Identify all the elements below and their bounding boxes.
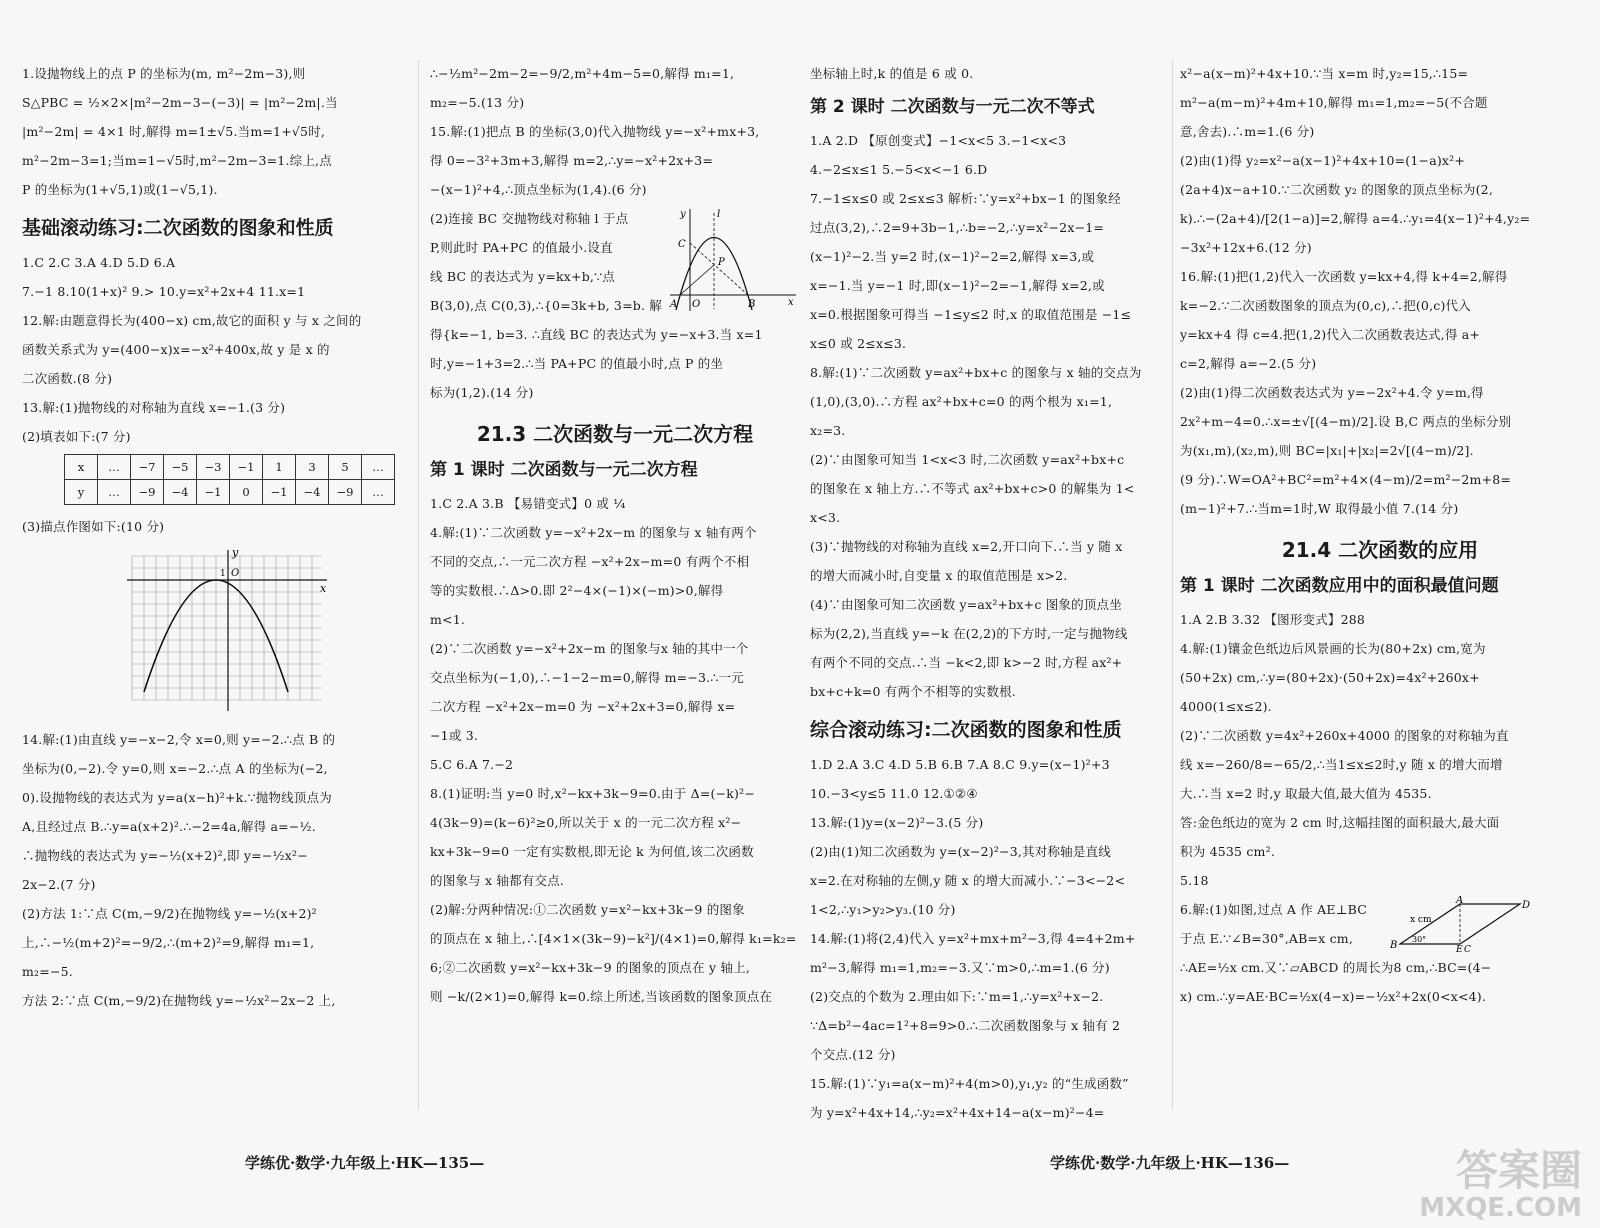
tick-label: 1 bbox=[220, 569, 226, 579]
label-b: B bbox=[1390, 940, 1398, 951]
table-cell: −3 bbox=[197, 455, 230, 480]
text-line: (2)∵二次函数 y=−x²+2x−m 的图象与x 轴的其中一个 bbox=[430, 641, 749, 656]
text-line: 7.−1 8.10(1+x)² 9.> 10.y=x²+2x+4 11.x=1 bbox=[22, 284, 306, 299]
label-a: A bbox=[670, 299, 678, 310]
text-line: 个交点.(12 分) bbox=[810, 1047, 896, 1062]
text-line: 等的实数根.∴Δ>0.即 2²−4×(−1)×(−m)>0,解得 bbox=[430, 583, 724, 598]
text-line: x²−a(x−m)²+4x+10.∵当 x=m 时,y₂=15,∴15= bbox=[1180, 66, 1469, 81]
footer-left: 学练优·数学·九年级上·HK—135— bbox=[245, 1154, 485, 1172]
text-line: (3)描点作图如下:(10 分) bbox=[22, 519, 165, 534]
text-line: 标为(2,2),当直线 y=−k 在(2,2)的下方时,一定与抛物线 bbox=[810, 626, 1128, 641]
text-line: 过点(3,2),∴2=9+3b−1,∴b=−2,∴y=x²−2x−1= bbox=[810, 220, 1105, 235]
grid bbox=[132, 556, 322, 700]
text-line: (2)∵由图象可知当 1<x<3 时,二次函数 y=ax²+bx+c bbox=[810, 452, 1125, 467]
parabola-graph bbox=[122, 546, 332, 716]
text-line: 6;②二次函数 y=x²−kx+3k−9 的图象的顶点在 y 轴上, bbox=[430, 960, 751, 975]
text-line: (1,0),(3,0).∴方程 ax²+bx+c=0 的两个根为 x₁=1, bbox=[810, 394, 1113, 409]
text-line: (2)解:分两种情况:①二次函数 y=x²−kx+3k−9 的图象 bbox=[430, 902, 745, 917]
text-line: 1.C 2.A 3.B 【易错变式】0 或 ¼ bbox=[430, 496, 626, 511]
text-line: 的顶点在 x 轴上,∴[4×1×(3k−9)−k²]/(4×1)=0,解得 k₁=k₂= bbox=[430, 931, 797, 946]
text-line: (9 分)∴W=OA²+BC²=m²+4×(4−m)/2=m²−2m+8= bbox=[1180, 472, 1512, 487]
label-d: D bbox=[1522, 900, 1530, 911]
text-line: 二次方程 −x²+2x−m=0 为 −x²+2x+3=0,解得 x= bbox=[430, 699, 736, 714]
text-line: m₂=−5. bbox=[22, 964, 73, 979]
label-y: y bbox=[680, 209, 686, 220]
text-line: 函数关系式为 y=(400−x)x=−x²+400x,故 y 是 x 的 bbox=[22, 342, 330, 357]
text-line: 7.−1≤x≤0 或 2≤x≤3 解析:∵y=x²+bx−1 的图象经 bbox=[810, 191, 1121, 206]
text-line: (2)交点的个数为 2.理由如下:∵m=1,∴y=x²+x−2. bbox=[810, 989, 1104, 1004]
table-cell: 1 bbox=[263, 455, 296, 480]
watermark-url: MXQE.COM bbox=[1419, 1193, 1582, 1223]
label-angle: 30° bbox=[1412, 935, 1427, 944]
text-line: ∴−½m²−2m−2=−9/2,m²+4m−5=0,解得 m₁=1, bbox=[430, 66, 735, 81]
text-line: 8.(1)证明:当 y=0 时,x²−kx+3k−9=0.由于 Δ=(−k)²− bbox=[430, 786, 755, 801]
text-line: 得{k=−1, b=3. ∴直线 BC 的表达式为 y=−x+3.当 x=1 bbox=[430, 327, 763, 342]
text-line: (2)∵二次函数 y=4x²+260x+4000 的图象的对称轴为直 bbox=[1180, 728, 1509, 743]
section-title: 基础滚动练习:二次函数的图象和性质 bbox=[22, 217, 334, 239]
text-line: ∵Δ=b²−4ac=1²+8=9>0.∴二次函数图象与 x 轴有 2 bbox=[810, 1018, 1121, 1033]
text-line: 4(3k−9)=(k−6)²≥0,所以关于 x 的一元二次方程 x²− bbox=[430, 815, 742, 830]
label-e: E bbox=[1456, 945, 1463, 952]
footer-right: 学练优·数学·九年级上·HK—136— bbox=[1050, 1154, 1290, 1172]
column-2 bbox=[430, 60, 800, 1012]
text-line: 2x−2.(7 分) bbox=[22, 877, 96, 892]
text-line: 标为(1,2).(14 分) bbox=[430, 385, 534, 400]
column-3 bbox=[810, 60, 1168, 1128]
text-line: 上,∴−½(m+2)²=−9/2,∴(m+2)²=9,解得 m₁=1, bbox=[22, 935, 315, 950]
text-line: P,则此时 PA+PC 的值最小.设直 bbox=[430, 240, 613, 255]
text-line: ∴AE=½x cm.又∵▱ABCD 的周长为8 cm,∴BC=(4− bbox=[1180, 960, 1492, 975]
text-line: S△PBC = ½×2×|m²−2m−3−(−3)| = |m²−2m|.当 bbox=[22, 95, 338, 110]
text-line: P 的坐标为(1+√5,1)或(1−√5,1). bbox=[22, 182, 218, 197]
table-cell: … bbox=[98, 455, 131, 480]
text-line: m²−2m−3=1;当m=1−√5时,m²−2m−3=1.综上,点 bbox=[22, 153, 332, 168]
text-line: 10.−3<y≤5 11.0 12.①②④ bbox=[810, 786, 978, 801]
table-cell: … bbox=[362, 455, 395, 480]
table-cell: y bbox=[65, 480, 98, 505]
text-line: 1.C 2.C 3.A 4.D 5.D 6.A bbox=[22, 255, 176, 270]
text-line: (m−1)²+7.∴当m=1时,W 取得最小值 7.(14 分) bbox=[1180, 501, 1459, 516]
parabola-figure bbox=[668, 205, 798, 315]
text-line: m²−a(m−m)²+4m+10,解得 m₁=1,m₂=−5(不合题 bbox=[1180, 95, 1488, 110]
text-line: 得 0=−3²+3m+3,解得 m=2,∴y=−x²+2x+3= bbox=[430, 153, 714, 168]
text-line: m₂=−5.(13 分) bbox=[430, 95, 525, 110]
watermark-logo bbox=[1419, 1148, 1582, 1222]
text-line: 不同的交点,∴一元二次方程 −x²+2x−m=0 有两个不相 bbox=[430, 554, 750, 569]
text-line: 6.解:(1)如图,过点 A 作 AE⊥BC bbox=[1180, 902, 1368, 917]
text-line: 坐标轴上时,k 的值是 6 或 0. bbox=[810, 66, 974, 81]
section-number-title: 21.3 二次函数与一元二次方程 bbox=[476, 422, 754, 446]
text-line: −1或 3. bbox=[430, 728, 479, 743]
text-line: 4000(1≤x≤2). bbox=[1180, 699, 1272, 714]
label-l: l bbox=[717, 209, 721, 220]
label-c: C bbox=[678, 239, 686, 250]
text-line: m<1. bbox=[430, 612, 466, 627]
text-line: (2)方法 1:∵点 C(m,−9/2)在抛物线 y=−½(x+2)² bbox=[22, 906, 317, 921]
table-cell: … bbox=[362, 480, 395, 505]
text-line: 的图象与 x 轴都有交点. bbox=[430, 873, 565, 888]
text-line: x=2.在对称轴的左侧,y 随 x 的增大而减小.∵−3<−2< bbox=[810, 873, 1126, 888]
text-line: y=kx+4 得 c=4.把(1,2)代入二次函数表达式,得 a+ bbox=[1180, 327, 1481, 342]
text-line: ∴抛物线的表达式为 y=−½(x+2)²,即 y=−½x²− bbox=[22, 848, 308, 863]
text-line: 为(x₁,m),(x₂,m),则 BC=|x₁|+|x₂|=2√[(4−m)/2]. bbox=[1180, 443, 1474, 458]
text-line: 为 y=x²+4x+14,∴y₂=x²+4x+14−a(x−m)²−4= bbox=[810, 1105, 1105, 1120]
text-line: (3)∵抛物线的对称轴为直线 x=2,开口向下.∴当 y 随 x bbox=[810, 539, 1123, 554]
text-line: kx+3k−9=0 一定有实数根,即无论 k 为何值,该二次函数 bbox=[430, 844, 754, 859]
text-line: (2)填表如下:(7 分) bbox=[22, 429, 131, 444]
section-title: 综合滚动练习:二次函数的图象和性质 bbox=[810, 719, 1122, 741]
text-line: x=0.根据图象可得当 −1≤y≤2 时,x 的取值范围是 −1≤ bbox=[810, 307, 1132, 322]
text-line: 1.设抛物线上的点 P 的坐标为(m, m²−2m−3),则 bbox=[22, 66, 306, 81]
text-line: 2x²+m−4=0.∴x=±√[(4−m)/2].设 B,C 两点的坐标分别 bbox=[1180, 414, 1512, 429]
text-line: (2)连接 BC 交抛物线对称轴 l 于点 bbox=[430, 211, 629, 226]
text-line: x=−1.当 y=−1 时,即(x−1)²−2=−1,解得 x=2,或 bbox=[810, 278, 1105, 293]
text-line: (2)由(1)知二次函数为 y=(x−2)²−3,其对称轴是直线 bbox=[810, 844, 1111, 859]
text-line: 则 −k/(2×1)=0,解得 k=0.综上所述,当该函数的图象顶点在 bbox=[430, 989, 773, 1004]
text-line: 1.D 2.A 3.C 4.D 5.B 6.B 7.A 8.C 9.y=(x−1)²+3 bbox=[810, 757, 1110, 772]
text-line: (x−1)²−2.当 y=2 时,(x−1)²−2=2,解得 x=3,或 bbox=[810, 249, 1095, 264]
q6-block bbox=[1180, 896, 1580, 952]
text-line: −(x−1)²+4,∴顶点坐标为(1,4).(6 分) bbox=[430, 182, 647, 197]
text-line: 有两个不同的交点.∴当 −k<2,即 k>−2 时,方程 ax²+ bbox=[810, 655, 1123, 670]
text-line: 4.解:(1)∵二次函数 y=−x²+2x−m 的图象与 x 轴有两个 bbox=[430, 525, 757, 540]
text-line: 于点 E.∵∠B=30°,AB=x cm, bbox=[1180, 931, 1354, 946]
text-line: 13.解:(1)抛物线的对称轴为直线 x=−1.(3 分) bbox=[22, 400, 286, 415]
x-axis-label: x bbox=[320, 582, 327, 595]
text-line: m²−3,解得 m₁=1,m₂=−3.又∵m>0,∴m=1.(6 分) bbox=[810, 960, 1110, 975]
label-x: x bbox=[788, 297, 794, 308]
text-line: x) cm.∴y=AE·BC=½x(4−x)=−½x²+2x(0<x<4). bbox=[1180, 989, 1487, 1004]
text-line: 答:金色纸边的宽为 2 cm 时,这幅挂图的面积最大,最大面 bbox=[1180, 815, 1500, 830]
text-line: 意,舍去).∴m=1.(6 分) bbox=[1180, 124, 1315, 139]
text-line: 交点坐标为(−1,0),∴−1−2−m=0,解得 m=−3.∴一元 bbox=[430, 670, 744, 685]
table-cell: −9 bbox=[131, 480, 164, 505]
q15-block bbox=[430, 205, 800, 319]
section-number-title: 21.4 二次函数的应用 bbox=[1281, 538, 1479, 562]
text-line: 二次函数.(8 分) bbox=[22, 371, 113, 386]
column-divider-1 bbox=[418, 60, 419, 1110]
text-line: k=−2.∵二次函数图象的顶点为(0,c),∴把(0,c)代入 bbox=[1180, 298, 1471, 313]
label-p: P bbox=[718, 257, 725, 268]
text-line: bx+c+k=0 有两个不相等的实数根. bbox=[810, 684, 1016, 699]
text-line: 大.∴当 x=2 时,y 取最大值,最大值为 4535. bbox=[1180, 786, 1432, 801]
text-line: 0).设抛物线的表达式为 y=a(x−h)²+k.∵抛物线顶点为 bbox=[22, 790, 332, 805]
watermark-text: 答案圈 bbox=[1455, 1146, 1582, 1195]
text-line: 线 BC 的表达式为 y=kx+b,∵点 bbox=[430, 269, 615, 284]
text-line: 14.解:(1)将(2,4)代入 y=x²+mx+m²−3,得 4=4+2m+ bbox=[810, 931, 1136, 946]
text-line: B(3,0),点 C(0,3),∴{0=3k+b, 3=b. 解 bbox=[430, 298, 662, 313]
table-row-y bbox=[65, 480, 395, 505]
text-line: x₂=3. bbox=[810, 423, 846, 438]
table-cell: −4 bbox=[296, 480, 329, 505]
table-cell: x bbox=[65, 455, 98, 480]
text-line: 时,y=−1+3=2.∴当 PA+PC 的值最小时,点 P 的坐 bbox=[430, 356, 724, 371]
value-table bbox=[64, 454, 395, 505]
table-cell: −5 bbox=[164, 455, 197, 480]
text-line: 的增大而减小时,自变量 x 的取值范围是 x>2. bbox=[810, 568, 1068, 583]
label-a: A bbox=[1456, 896, 1464, 906]
text-line: (2)由(1)得 y₂=x²−a(x−1)²+4x+10=(1−a)x²+ bbox=[1180, 153, 1466, 168]
text-line: 5.C 6.A 7.−2 bbox=[430, 757, 514, 772]
label-o: O bbox=[692, 299, 701, 310]
text-line: 1.A 2.B 3.32 【图形变式】288 bbox=[1180, 612, 1366, 627]
lesson-title: 第 1 课时 二次函数应用中的面积最值问题 bbox=[1180, 576, 1499, 596]
text-line: 1.A 2.D 【原创变式】−1<x<5 3.−1<x<3 bbox=[810, 133, 1067, 148]
column-1 bbox=[22, 60, 407, 1016]
label-b: B bbox=[748, 299, 756, 310]
text-line: 14.解:(1)由直线 y=−x−2,令 x=0,则 y=−2.∴点 B 的 bbox=[22, 732, 336, 747]
column-divider-3 bbox=[1172, 60, 1173, 1110]
table-cell: −1 bbox=[197, 480, 230, 505]
origin-label: O bbox=[231, 568, 240, 579]
label-length: x cm bbox=[1410, 915, 1432, 925]
text-line: 坐标为(0,−2).令 y=0,则 x=−2.∴点 A 的坐标为(−2, bbox=[22, 761, 328, 776]
table-cell: 3 bbox=[296, 455, 329, 480]
table-cell: 5 bbox=[329, 455, 362, 480]
label-c: C bbox=[1464, 945, 1471, 952]
table-row-x bbox=[65, 455, 395, 480]
text-line: 12.解:由题意得长为(400−x) cm,故它的面积 y 与 x 之间的 bbox=[22, 313, 362, 328]
text-line: c=2,解得 a=−2.(5 分) bbox=[1180, 356, 1317, 371]
text-line: 13.解:(1)y=(x−2)²−3.(5 分) bbox=[810, 815, 984, 830]
table-cell: −4 bbox=[164, 480, 197, 505]
table-cell: −1 bbox=[230, 455, 263, 480]
text-line: 16.解:(1)把(1,2)代入一次函数 y=kx+4,得 k+4=2,解得 bbox=[1180, 269, 1508, 284]
text-line: (50+2x) cm,∴y=(80+2x)·(50+2x)=4x²+260x+ bbox=[1180, 670, 1480, 685]
table-cell: −9 bbox=[329, 480, 362, 505]
text-line: x≤0 或 2≤x≤3. bbox=[810, 336, 907, 351]
text-line: k).∴−(2a+4)/[2(1−a)]=2,解得 a=4.∴y₁=4(x−1)²+4,y₂= bbox=[1180, 211, 1531, 226]
text-line: A,且经过点 B.∴y=a(x+2)².∴−2=4a,解得 a=−½. bbox=[22, 819, 316, 834]
y-axis-label: y bbox=[232, 546, 239, 559]
parallelogram-figure bbox=[1380, 896, 1530, 952]
table-cell: −7 bbox=[131, 455, 164, 480]
text-line: 线 x=−260/8=−65/2,∴当1≤x≤2时,y 随 x 的增大而增 bbox=[1180, 757, 1503, 772]
text-line: (4)∵由图象可知二次函数 y=ax²+bx+c 图象的顶点坐 bbox=[810, 597, 1122, 612]
text-line: 5.18 bbox=[1180, 873, 1209, 888]
table-cell: … bbox=[98, 480, 131, 505]
text-line: 方法 2:∵点 C(m,−9/2)在抛物线 y=−½x²−2x−2 上, bbox=[22, 993, 336, 1008]
lesson-title: 第 2 课时 二次函数与一元二次不等式 bbox=[810, 97, 1095, 117]
text-line: (2a+4)x−a+10.∵二次函数 y₂ 的图象的顶点坐标为(2, bbox=[1180, 182, 1493, 197]
table-cell: 0 bbox=[230, 480, 263, 505]
text-line: 积为 4535 cm². bbox=[1180, 844, 1275, 859]
text-line: (2)由(1)得二次函数表达式为 y=−2x²+4.令 y=m,得 bbox=[1180, 385, 1484, 400]
text-line: 4.解:(1)镶金色纸边后风景画的长为(80+2x) cm,宽为 bbox=[1180, 641, 1486, 656]
text-line: −3x²+12x+6.(12 分) bbox=[1180, 240, 1312, 255]
text-line: 15.解:(1)把点 B 的坐标(3,0)代入抛物线 y=−x²+mx+3, bbox=[430, 124, 760, 139]
text-line: |m²−2m| = 4×1 时,解得 m=1±√5.当m=1+√5时, bbox=[22, 124, 326, 139]
text-line: 的图象在 x 轴上方.∴不等式 ax²+bx+c>0 的解集为 1< bbox=[810, 481, 1135, 496]
lesson-title: 第 1 课时 二次函数与一元二次方程 bbox=[430, 460, 698, 480]
table-cell: −1 bbox=[263, 480, 296, 505]
column-4 bbox=[1180, 60, 1580, 1012]
text-line: x<3. bbox=[810, 510, 841, 525]
text-line: 15.解:(1)∵y₁=a(x−m)²+4(m>0),y₁,y₂ 的“生成函数” bbox=[810, 1076, 1129, 1091]
text-line: 8.解:(1)∵二次函数 y=ax²+bx+c 的图象与 x 轴的交点为 bbox=[810, 365, 1142, 380]
text-line: 1<2,∴y₁>y₂>y₃.(10 分) bbox=[810, 902, 956, 917]
text-line: 4.−2≤x≤1 5.−5<x<−1 6.D bbox=[810, 162, 988, 177]
